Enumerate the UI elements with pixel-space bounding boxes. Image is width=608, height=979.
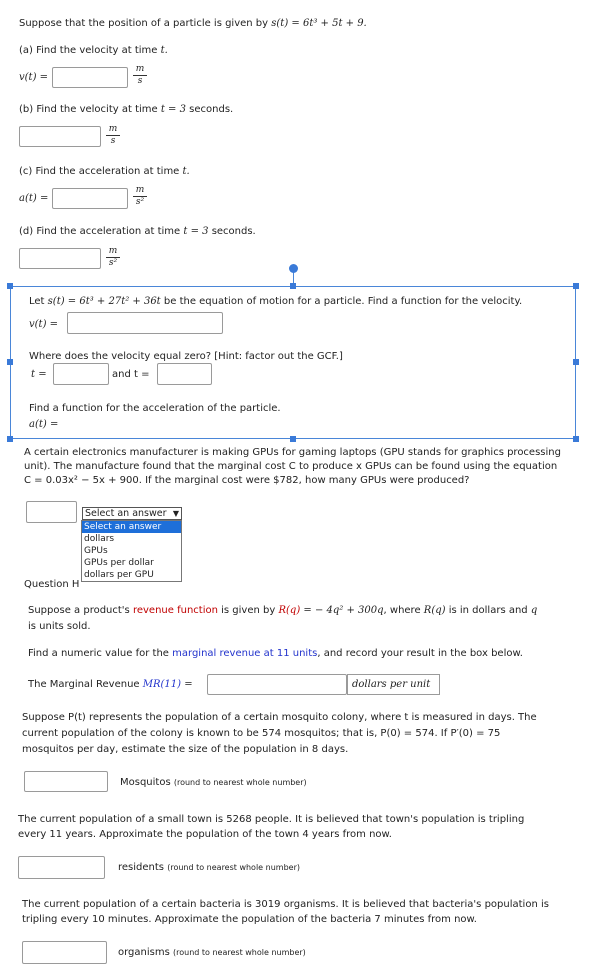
unit-m-per-s2: $\frac{m}{\text{s²}}$ (133, 185, 147, 208)
acceleration-input[interactable] (52, 188, 128, 209)
q2-intro: Let s(t) = 6t³ + 27t² + 36t be the equation of motion for a particle. Find a function for the velocity. (29, 296, 523, 307)
zero-t2-input[interactable] (157, 363, 212, 385)
q4-line2: is units sold. (28, 621, 91, 632)
chevron-down-icon: ▼ (172, 509, 179, 518)
resize-handle-e[interactable] (573, 359, 579, 365)
q3-line3: C = 0.03x² − 5x + 900. If the marginal cost were $782, how many GPUs were produced? (24, 475, 470, 486)
q6-line1: The current population of a small town is 5268 people. It is believed that town's population is tripling (18, 814, 525, 825)
marginal-revenue-input[interactable] (207, 674, 347, 695)
t-label: t = (31, 369, 47, 380)
unit-select[interactable]: Select an answer ▼ (82, 507, 182, 520)
organisms-input[interactable] (22, 941, 107, 964)
q2-accel-question: Find a function for the acceleration of the particle. (29, 403, 281, 414)
option-gpus[interactable]: GPUs (84, 546, 108, 556)
organisms-unit: organisms (round to nearest whole number) (118, 947, 306, 958)
q1-part-c: (c) Find the acceleration at time t. (19, 166, 190, 177)
q3-line2: unit). The manufacture found that the marginal cost C to produce x GPUs can be found using the equation (24, 461, 558, 472)
residents-unit: residents (round to nearest whole number) (118, 862, 300, 873)
mr-unit-box: dollars per unit (347, 674, 440, 695)
zero-t1-input[interactable] (53, 363, 109, 385)
acceleration-at-3-input[interactable] (19, 248, 101, 269)
mosquito-unit: Mosquitos (round to nearest whole number) (120, 777, 307, 788)
gpus-input[interactable] (26, 501, 77, 523)
q7-line2: tripling every 10 minutes. Approximate the population of the bacteria 7 minutes from now. (22, 914, 477, 925)
unit-m-per-s: $\frac{m}{s}$ (133, 64, 147, 87)
option-dollars[interactable]: dollars (84, 534, 115, 544)
q2-velocity-input[interactable] (67, 312, 223, 334)
q2-accel-label: a(t) = (29, 419, 59, 430)
q1-part-b: (b) Find the velocity at time t = 3 seconds. (19, 104, 234, 115)
rotate-handle[interactable] (289, 264, 298, 273)
resize-handle-s[interactable] (290, 436, 296, 442)
resize-handle-ne[interactable] (573, 283, 579, 289)
q6-line2: every 11 years. Approximate the population of the town 4 years from now. (18, 829, 392, 840)
q1-intro: Suppose that the position of a particle is given by s(t) = 6t³ + 5t + 9. (19, 18, 367, 29)
acceleration-label: a(t) = (19, 193, 49, 204)
velocity-at-3-input[interactable] (19, 126, 101, 147)
and-t-label: and t = (112, 369, 150, 380)
marginal-revenue-label: The Marginal Revenue MR(11) = (28, 679, 193, 690)
q1-part-d: (d) Find the acceleration at time t = 3 seconds. (19, 226, 256, 237)
resize-handle-w[interactable] (7, 359, 13, 365)
option-dollars-per-gpu[interactable]: dollars per GPU (84, 570, 154, 580)
q4-find: Find a numeric value for the marginal revenue at 11 units, and record your result in the box below. (28, 648, 523, 659)
unit-m-per-s: $\frac{m}{s}$ (106, 124, 120, 147)
unit-m-per-s2: $\frac{m}{\text{s²}}$ (106, 246, 120, 269)
q1-part-a: (a) Find the velocity at time t. (19, 45, 168, 56)
q2-zero-question: Where does the velocity equal zero? [Hint: factor out the GCF.] (29, 351, 343, 362)
resize-handle-sw[interactable] (7, 436, 13, 442)
q3-line1: A certain electronics manufacturer is making GPUs for gaming laptops (GPU stands for graphics processing (24, 447, 561, 458)
question-help-label: Question H (24, 579, 80, 590)
q7-line1: The current population of a certain bacteria is 3019 organisms. It is believed that bacteria's population is (22, 899, 549, 910)
q2-velocity-label: v(t) = (29, 319, 59, 330)
velocity-input[interactable] (52, 67, 128, 88)
unit-select-options (81, 520, 182, 582)
mosquito-input[interactable] (24, 771, 108, 792)
resize-handle-se[interactable] (573, 436, 579, 442)
velocity-label: v(t) = (19, 72, 49, 83)
resize-handle-nw[interactable] (7, 283, 13, 289)
residents-input[interactable] (18, 856, 105, 879)
option-select-an-answer[interactable]: Select an answer (82, 521, 181, 533)
option-gpus-per-dollar[interactable]: GPUs per dollar (84, 558, 154, 568)
resize-handle-n[interactable] (290, 283, 296, 289)
q5-line3: mosquitos per day, estimate the size of the population in 8 days. (22, 744, 349, 755)
q5-line2: current population of the colony is known to be 574 mosquitos; that is, P(0) = 574. If P′(0) = 75 (22, 728, 501, 739)
q5-line1: Suppose P(t) represents the population of a certain mosquito colony, where t is measured in days. The (22, 712, 537, 723)
q4-line1: Suppose a product's revenue function is given by R(q) = − 4q² + 300q, where R(q) is in dollars and q (28, 605, 538, 616)
